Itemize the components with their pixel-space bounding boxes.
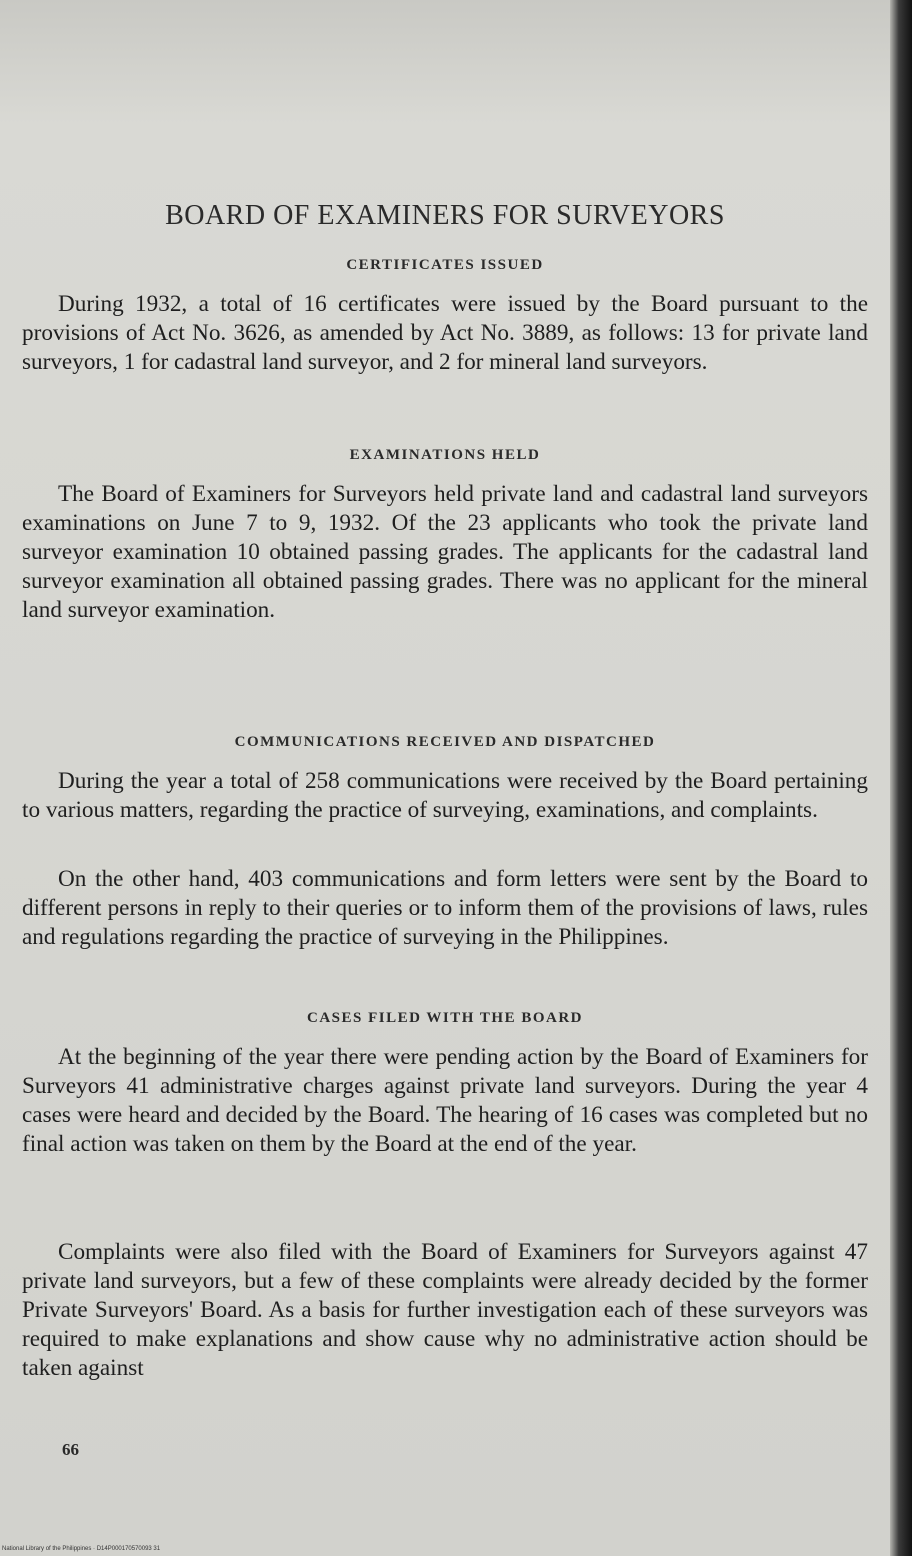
paragraph-complaints: Complaints were also filed with the Board of Examiners for Surveyors against 47 private land surveyors, but a few of these complaints were already decided by the former Private Surveyors' Board. As a basis for further investigation each of these surveyors was required to make explanations and show cause why no administrative action should be taken against bbox=[22, 1239, 868, 1381]
paragraph-communications-received: During the year a total of 258 communications were received by the Board pertaining to various matters, regarding the practice of surveying, examinations, and complaints. bbox=[22, 768, 868, 823]
paragraph-certificates-issued: During 1932, a total of 16 certificates were issued by the Board pursuant to the provisions of Act No. 3626, as amended by Act No. 3889, as follows: 13 for private land surveyors, 1 for cadastral land surveyor, and 2 for mineral land surveyors. bbox=[22, 291, 868, 375]
heading-examinations-held: EXAMINATIONS HELD bbox=[349, 447, 541, 463]
document-title: BOARD OF EXAMINERS FOR SURVEYORS bbox=[165, 200, 725, 231]
heading-certificates-issued: CERTIFICATES ISSUED bbox=[346, 257, 544, 273]
footer-credit: National Library of the Philippines · D14P000170570093 31 bbox=[2, 1546, 161, 1552]
heading-communications: COMMUNICATIONS RECEIVED AND DISPATCHED bbox=[234, 734, 656, 750]
paragraph-examinations-held: The Board of Examiners for Surveyors held private land and cadastral land surveyors examinations on June 7 to 9, 1932. Of the 23 applicants who took the private land surveyor examination 10 obtained passing grades. The applicants for the cadastral land surveyor examination all obtained passing grades. There was no applicant for the mineral land surveyor examination. bbox=[22, 481, 868, 623]
page-binding-edge bbox=[890, 0, 912, 1556]
paragraph-communications-sent: On the other hand, 403 communications and form letters were sent by the Board to different persons in reply to their queries or to inform them of the provisions of laws, rules and regulations regarding the practice of surveying in the Philippines. bbox=[22, 866, 868, 950]
page-number: 66 bbox=[62, 1440, 79, 1459]
paragraph-cases-pending: At the beginning of the year there were pending action by the Board of Examiners for Surveyors 41 administrative charges against private land surveyors. During the year 4 cases were heard and decided by the Board. The hearing of 16 cases was completed but no final action was taken on them by the Board at the end of the year. bbox=[22, 1044, 868, 1157]
heading-cases-filed: CASES FILED WITH THE BOARD bbox=[306, 1010, 583, 1026]
